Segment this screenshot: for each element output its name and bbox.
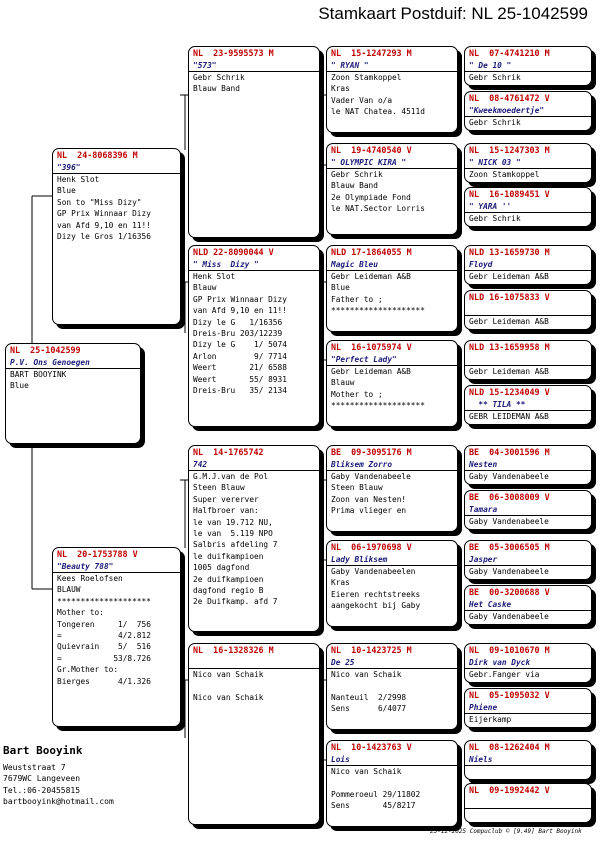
info-line: Blauw Band	[193, 84, 240, 94]
info-line: Kees Roelofsen	[57, 574, 123, 583]
info-line: Kras	[331, 578, 350, 588]
info-line: le duifkampioen	[193, 551, 264, 561]
page-title: Stamkaart Postduif: NL 25-1042599	[318, 4, 588, 23]
pedigree-ggp-5	[326, 445, 458, 532]
info-line: Gebr Schrik	[469, 214, 521, 223]
info-line: van Afd 9,10 en 11!!	[57, 220, 151, 230]
info-line	[189, 680, 319, 691]
info-line: le NAT Chatea. 4511d	[331, 107, 425, 117]
ring-number: BE 04-3001596 M	[469, 447, 550, 457]
ring-number: NL 15-1247293 M	[331, 48, 412, 58]
info-line: Nico van Schaik	[331, 767, 402, 776]
ring-number: NLD 13-1659958 M	[469, 342, 550, 352]
bird-name: P.V. Ons Genoegen	[6, 357, 140, 369]
bird-name: " YARA ''	[465, 201, 591, 213]
info-line: le van 19.712 NU,	[193, 517, 273, 527]
info-line: Gaby Vandenabeele	[469, 612, 549, 621]
pedigree-ggp-6	[326, 540, 458, 627]
info-line: Quievrain 5/ 516	[57, 642, 151, 652]
info-line: Prima vlieger en	[331, 506, 407, 516]
info-line: Arlon 9/ 7714	[193, 351, 287, 361]
info-line: Dizy le Gros 1/16356	[57, 231, 151, 241]
info-line	[327, 680, 457, 691]
pedigree-subject-bird	[5, 343, 141, 444]
owner-name: Bart Booyink	[3, 744, 83, 757]
ring-number: NL 07-4741210 M	[469, 48, 550, 58]
ring-number: NL 14-1765742	[193, 447, 264, 457]
bird-name: Phiene	[465, 702, 591, 714]
ring-number: NL 08-4761472 V	[469, 93, 550, 103]
info-line: Gaby Vandenabeelen	[331, 567, 416, 576]
info-line: Blue	[10, 381, 29, 391]
info-line: Sens 6/4077	[331, 704, 407, 714]
info-line: Gebr Schrik	[469, 73, 521, 82]
info-line: Dizy le G 1/ 5074	[193, 340, 287, 350]
bird-name: Jasper	[465, 554, 591, 566]
pedigree-gggp-13	[464, 643, 592, 683]
bird-name: Floyd	[465, 259, 591, 271]
info-line: ********************	[331, 401, 425, 411]
pedigree-gggp-6	[464, 290, 592, 330]
ring-number: NLD 17-1864055 M	[331, 247, 412, 257]
info-line: Dreis-Bru 35/ 2134	[193, 385, 287, 395]
ring-number: NL 08-1262404 M	[469, 742, 550, 752]
info-line: 2e Olympiade Fond	[331, 192, 411, 202]
info-line: 1005 dagfond	[193, 563, 250, 573]
pedigree-ggp-1	[326, 46, 458, 133]
info-line: BLAUW	[57, 585, 81, 595]
pedigree-gggp-10	[464, 490, 592, 530]
pedigree-gggp-8	[464, 385, 592, 425]
pedigree-gggp-16	[464, 783, 592, 823]
bird-name: " Miss Dizy "	[189, 259, 319, 271]
bird-name: Magic Bleu	[327, 259, 457, 271]
owner-phone: Tel.:06-20455815	[3, 785, 81, 795]
bird-name	[465, 797, 591, 809]
pedigree-gggp-7	[464, 340, 592, 380]
bird-name: Lois	[327, 754, 457, 766]
info-line: Gaby Vandenabeele	[331, 472, 411, 481]
bird-name: Tamara	[465, 504, 591, 516]
info-line: Nico van Schaik	[193, 692, 264, 702]
ring-number: NLD 15-1234049 V	[469, 387, 550, 397]
info-line: Zoon Stamkoppel	[469, 170, 540, 179]
info-line: ********************	[331, 306, 425, 316]
pedigree-gggp-2	[464, 91, 592, 131]
pedigree-gggp-11	[464, 540, 592, 580]
info-line: Kras	[331, 84, 350, 94]
info-line: Gebr Schrik	[469, 118, 521, 127]
ring-number: NL 19-4740540 V	[331, 145, 412, 155]
info-line: GEBR LEIDEMAN A&B	[469, 412, 549, 421]
info-line: Gebr Leideman A&B	[469, 317, 549, 326]
info-line: Gebr Leideman A&B	[469, 367, 549, 376]
info-line: Henk Slot	[193, 272, 236, 281]
info-line: Zoon van Nesten!	[331, 494, 407, 504]
info-line: 2e Duifkamp. afd 7	[193, 597, 278, 607]
info-line: Blauw	[193, 283, 217, 293]
bird-name: ** TILA **	[465, 399, 591, 411]
bird-name: Lady Bliksem	[327, 554, 457, 566]
info-line: Pommeroeul 29/11802	[331, 789, 421, 799]
owner-info	[3, 745, 114, 808]
owner-address-line: Weuststraat 7	[3, 762, 66, 772]
info-line	[327, 777, 457, 788]
bird-name: "Beauty 788"	[53, 561, 180, 573]
info-line: Gaby Vandenabeele	[469, 567, 549, 576]
pedigree-ggp-8	[326, 740, 458, 827]
bird-name: " NICK 03 "	[465, 157, 591, 169]
info-line: Zoon Stamkoppel	[331, 73, 402, 82]
owner-email: bartbooyink@hotmail.com	[3, 797, 114, 806]
info-line: aangekocht bij Gaby	[331, 601, 421, 611]
info-line: van Afd 9,10 en 11!!	[193, 306, 287, 316]
info-line: GP Prix Winnaar Dizy	[57, 209, 151, 219]
pedigree-ggp-7	[326, 643, 458, 730]
info-line: Nanteuil 2/2998	[331, 692, 407, 702]
ring-number: NL 09-1010670 M	[469, 645, 550, 655]
pedigree-mother	[52, 547, 181, 727]
info-line: Blauw Band	[331, 181, 378, 191]
bird-name: " RYAN "	[327, 60, 457, 72]
ring-number: NL 16-1328326 M	[193, 645, 274, 655]
ring-number: BE 05-3006505 M	[469, 542, 550, 552]
pedigree-gggp-15	[464, 740, 592, 780]
info-line: Blauw	[331, 378, 355, 388]
ring-number: NL 09-1992442 V	[469, 785, 550, 795]
pedigree-paternal-grandmother	[188, 245, 320, 427]
info-line: = 53/8.726	[57, 653, 151, 663]
pedigree-gggp-9	[464, 445, 592, 485]
ring-number: NL 20-1753788 V	[57, 549, 138, 559]
info-line: Salbris afdeling 7	[193, 540, 278, 550]
pedigree-ggp-4	[326, 340, 458, 427]
bird-name	[189, 657, 319, 669]
pedigree-gggp-1	[464, 46, 592, 86]
info-line: Gebr Leideman A&B	[331, 367, 411, 376]
ring-number: NL 16-1075974 V	[331, 342, 412, 352]
info-line: Father to ;	[331, 294, 383, 304]
info-line: Weert 21/ 6588	[193, 363, 287, 373]
ring-number: NLD 22-8090044 V	[193, 247, 274, 257]
ring-number: NL 15-1247303 M	[469, 145, 550, 155]
info-line: = 4/2.812	[57, 630, 151, 640]
info-line: Weert 55/ 8931	[193, 374, 287, 384]
info-line: Steen Blauw	[331, 483, 383, 493]
info-line: Super vererver	[193, 494, 259, 504]
bird-name: "573"	[189, 60, 319, 72]
info-line: Gebr Leideman A&B	[469, 272, 549, 281]
info-line: Gr.Mother to:	[57, 665, 119, 675]
info-line: Blue	[331, 283, 350, 293]
ring-number: NL 24-8068396 M	[57, 150, 138, 160]
info-line: Gaby Vandenabeele	[469, 472, 549, 481]
ring-number: NL 16-1089451 V	[469, 189, 550, 199]
info-line: le van 5.119 NPO	[193, 528, 273, 538]
pedigree-gggp-5	[464, 245, 592, 285]
info-line: Steen Blauw	[193, 483, 245, 493]
bird-name: "Perfect Lady"	[327, 354, 457, 366]
ring-number: NL 05-1095032 V	[469, 690, 550, 700]
bird-name: " OLYMPIC KIRA "	[327, 157, 457, 169]
info-line: dagfond regio B	[193, 585, 264, 595]
info-line: Son to "Miss Dizy"	[57, 197, 142, 207]
pedigree-gggp-4	[464, 187, 592, 227]
bird-name	[465, 304, 591, 316]
info-line: Gebr.Fanger via	[469, 670, 540, 679]
ring-number: BE 00-3200688 V	[469, 587, 550, 597]
owner-address-line: 7679WC Langeveen	[3, 774, 81, 783]
bird-name: " De 10 "	[465, 60, 591, 72]
ring-number: NL 10-1423725 M	[331, 645, 412, 655]
info-line: BART BOOYINK	[10, 370, 67, 379]
info-line: Eijerkamp	[469, 715, 512, 724]
pedigree-gggp-3	[464, 143, 592, 183]
ring-number: NL 06-1970698 V	[331, 542, 412, 552]
bird-name: Niels	[465, 754, 591, 766]
info-line: 2e duifkampioen	[193, 574, 264, 584]
pedigree-paternal-grandfather	[188, 46, 320, 238]
footer-credit: 25-12-2025 Compuclub © [9.49] Bart Booyink	[430, 828, 582, 835]
ring-number: NLD 13-1659730 M	[469, 247, 550, 257]
pedigree-maternal-grandmother	[188, 643, 320, 825]
pedigree-gggp-12	[464, 585, 592, 625]
info-line: Nico van Schaik	[193, 670, 264, 679]
info-line: Tongeren 1/ 756	[57, 619, 151, 629]
pedigree-gggp-14	[464, 688, 592, 728]
pedigree-ggp-3	[326, 245, 458, 332]
bird-name: "Kweekmoedertje"	[465, 105, 591, 117]
ring-number: NL 23-9595573 M	[193, 48, 274, 58]
ring-number: NL 25-1042599	[10, 345, 81, 355]
info-line: Gebr Leideman A&B	[331, 272, 411, 281]
ring-number: BE 09-3095176 M	[331, 447, 412, 457]
bird-name: 742	[189, 459, 319, 471]
info-line: le NAT.Sector Lorris	[331, 204, 425, 214]
info-line: Nico van Schaik	[331, 670, 402, 679]
info-line: Sens 45/8217	[331, 801, 416, 811]
ring-number: BE 06-3008009 V	[469, 492, 550, 502]
bird-name	[465, 354, 591, 366]
info-line: Dreis-Bru 203/12239	[193, 328, 283, 338]
info-line: Mother to:	[57, 608, 104, 618]
info-line: Eieren rechtstreeks	[331, 589, 421, 599]
ring-number: NL 10-1423763 V	[331, 742, 412, 752]
info-line: Gebr Schrik	[193, 73, 245, 82]
info-line: Mother to ;	[331, 389, 383, 399]
bird-name: "396"	[53, 162, 180, 174]
pedigree-ggp-2	[326, 143, 458, 235]
info-line: ********************	[57, 596, 151, 606]
pedigree-maternal-grandfather	[188, 445, 320, 632]
info-line: GP Prix Winnaar Dizy	[193, 294, 287, 304]
info-line: Halfbroer van:	[193, 506, 259, 516]
bird-name: De 25	[327, 657, 457, 669]
info-line: Henk Slot	[57, 175, 100, 184]
info-line: Blue	[57, 186, 76, 196]
pedigree-father	[52, 148, 181, 325]
bird-name: Bliksem Zorro	[327, 459, 457, 471]
ring-number: NLD 16-1075833 V	[469, 292, 550, 302]
bird-name: Het Caske	[465, 599, 591, 611]
info-line: Dizy le G 1/16356	[193, 317, 283, 327]
info-line: G.M.J.van de Pol	[193, 472, 269, 481]
info-line: Gebr Schrik	[331, 170, 383, 179]
info-line: Gaby Vandenabeele	[469, 517, 549, 526]
info-line: Vader Van o/a	[331, 95, 393, 105]
bird-name: Dirk van Dyck	[465, 657, 591, 669]
bird-name: Nesten	[465, 459, 591, 471]
info-line: Bierges 4/1.326	[57, 676, 151, 686]
